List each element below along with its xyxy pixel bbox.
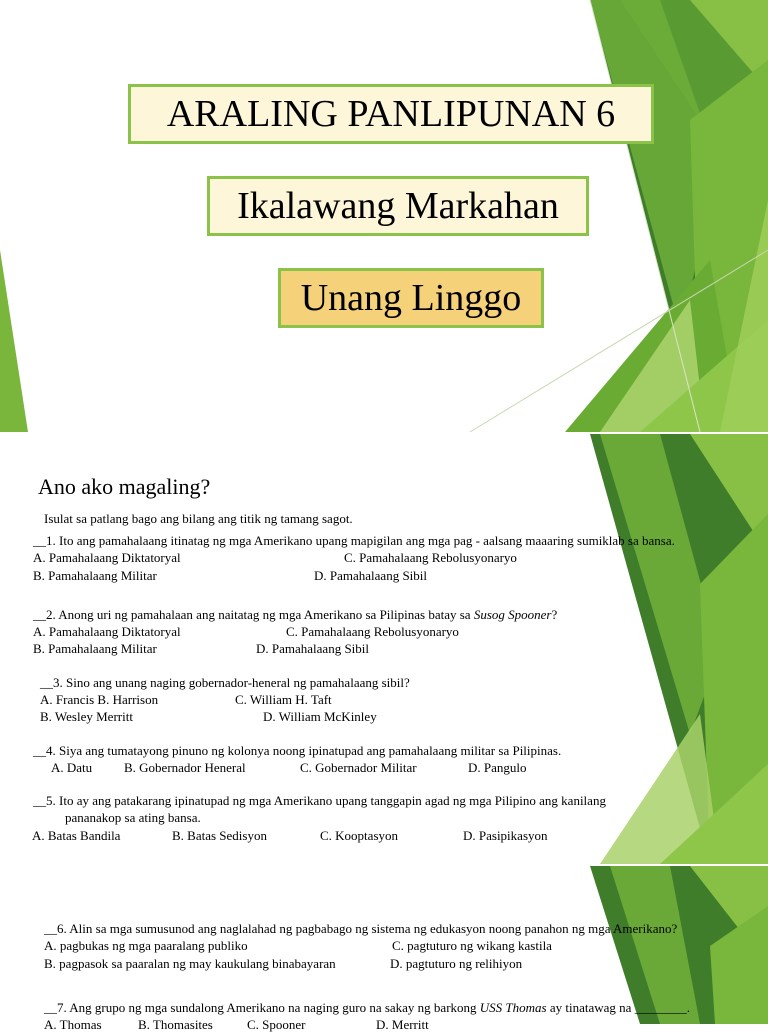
slide-quiz-1	[0, 434, 768, 864]
question-7	[44, 1000, 690, 1016]
q7-italic: USS Thomas	[479, 1000, 547, 1015]
q2-choice-d: D. Pamahalaang Sibil	[256, 641, 370, 656]
q7-choice-d: D. Merritt	[376, 1017, 429, 1032]
q1-choice-a: A. Pamahalaang Diktatoryal	[33, 550, 181, 565]
q2-text: __2. Anong uri ng pamahalaan ang naitatag ng mga Amerikano sa Pilipinas batay sa	[33, 607, 474, 622]
q4-choice-d: D. Pangulo	[468, 760, 527, 775]
question-4: __4. Siya ang tumatayong pinuno ng kolonya noong ipinatupad ang pamahalaang militar sa Pilipinas.	[33, 743, 562, 758]
q6-choice-d: D. pagtuturo ng relihiyon	[390, 956, 523, 971]
q2-text-end: ?	[551, 607, 558, 622]
q2-italic: Susog Spooner	[473, 607, 552, 622]
question-2	[33, 607, 557, 623]
q7-choice-b: B. Thomasites	[138, 1017, 213, 1032]
q5-choice-a: A. Batas Bandila	[32, 828, 121, 843]
q7-text: __7. Ang grupo ng mga sundalong Amerikano na naging guro na sakay ng barkong	[44, 1000, 480, 1015]
question-3: __3. Sino ang unang naging gobernador-heneral ng pamahalaang sibil?	[40, 675, 410, 690]
question-5: __5. Ito ay ang patakarang ipinatupad ng mga Amerikano upang tanggapin agad ng mga Pilipino ang kanilang	[33, 793, 606, 808]
q6-choice-c: C. pagtuturo ng wikang kastila	[392, 938, 552, 953]
q5-choice-c: C. Kooptasyon	[320, 828, 398, 843]
q2-choice-b: B. Pamahalaang Militar	[33, 641, 157, 656]
q7-choice-a: A. Thomas	[44, 1017, 102, 1032]
q1-choice-d: D. Pamahalaang Sibil	[314, 568, 428, 583]
q6-choice-a: A. pagbukas ng mga paaralang publiko	[44, 938, 248, 953]
slide-title	[0, 0, 768, 432]
q2-choice-c: C. Pamahalaang Rebolusyonaryo	[286, 624, 459, 639]
q1-choice-b: B. Pamahalaang Militar	[33, 568, 157, 583]
subtitle-ikalawang-markahan	[207, 176, 589, 236]
question-1: __1. Ito ang pamahalaang itinatag ng mga Amerikano upang mapigilan ang mga pag - aalsang maaaring sumiklab sa bansa.	[33, 533, 675, 548]
q3-choice-a: A. Francis B. Harrison	[40, 692, 159, 707]
q4-choice-b: B. Gobernador Heneral	[124, 760, 246, 775]
q3-choice-c: C. William H. Taft	[235, 692, 332, 707]
q2-choice-a: A. Pamahalaang Diktatoryal	[33, 624, 181, 639]
week-unang-linggo	[278, 268, 544, 328]
q3-choice-d: D. William McKinley	[263, 709, 377, 724]
q7-text-end: ay tinatawag na ________.	[546, 1000, 690, 1015]
subtitle-text: Ikalawang Markahan	[237, 185, 559, 227]
slide-quiz-2	[0, 866, 768, 1032]
q5-choice-d: D. Pasipikasyon	[463, 828, 548, 843]
q6-choice-b: B. pagpasok sa paaralan ng may kaukulang binabayaran	[44, 956, 336, 971]
q7-choice-c: C. Spooner	[247, 1017, 306, 1032]
quiz-heading: Ano ako magaling?	[38, 474, 211, 499]
week-text: Unang Linggo	[300, 277, 522, 319]
title-text: ARALING PANLIPUNAN 6	[166, 93, 616, 135]
question-6: __6. Alin sa mga sumusunod ang naglalahad ng pagbabago ng sistema ng edukasyon noong panahon ng mga Amerikano?	[44, 921, 678, 936]
quiz-instruction: Isulat sa patlang bago ang bilang ang titik ng tamang sagot.	[44, 511, 353, 526]
question-5-line-2: pananakop sa ating bansa.	[65, 810, 201, 825]
q3-choice-b: B. Wesley Merritt	[40, 709, 133, 724]
q1-choice-c: C. Pamahalaang Rebolusyonaryo	[344, 550, 517, 565]
q5-choice-b: B. Batas Sedisyon	[172, 828, 267, 843]
q4-choice-a: A. Datu	[51, 760, 93, 775]
title-araling-panlipunan	[128, 84, 654, 144]
green-decoration-left	[0, 0, 30, 432]
q4-choice-c: C. Gobernador Militar	[300, 760, 417, 775]
